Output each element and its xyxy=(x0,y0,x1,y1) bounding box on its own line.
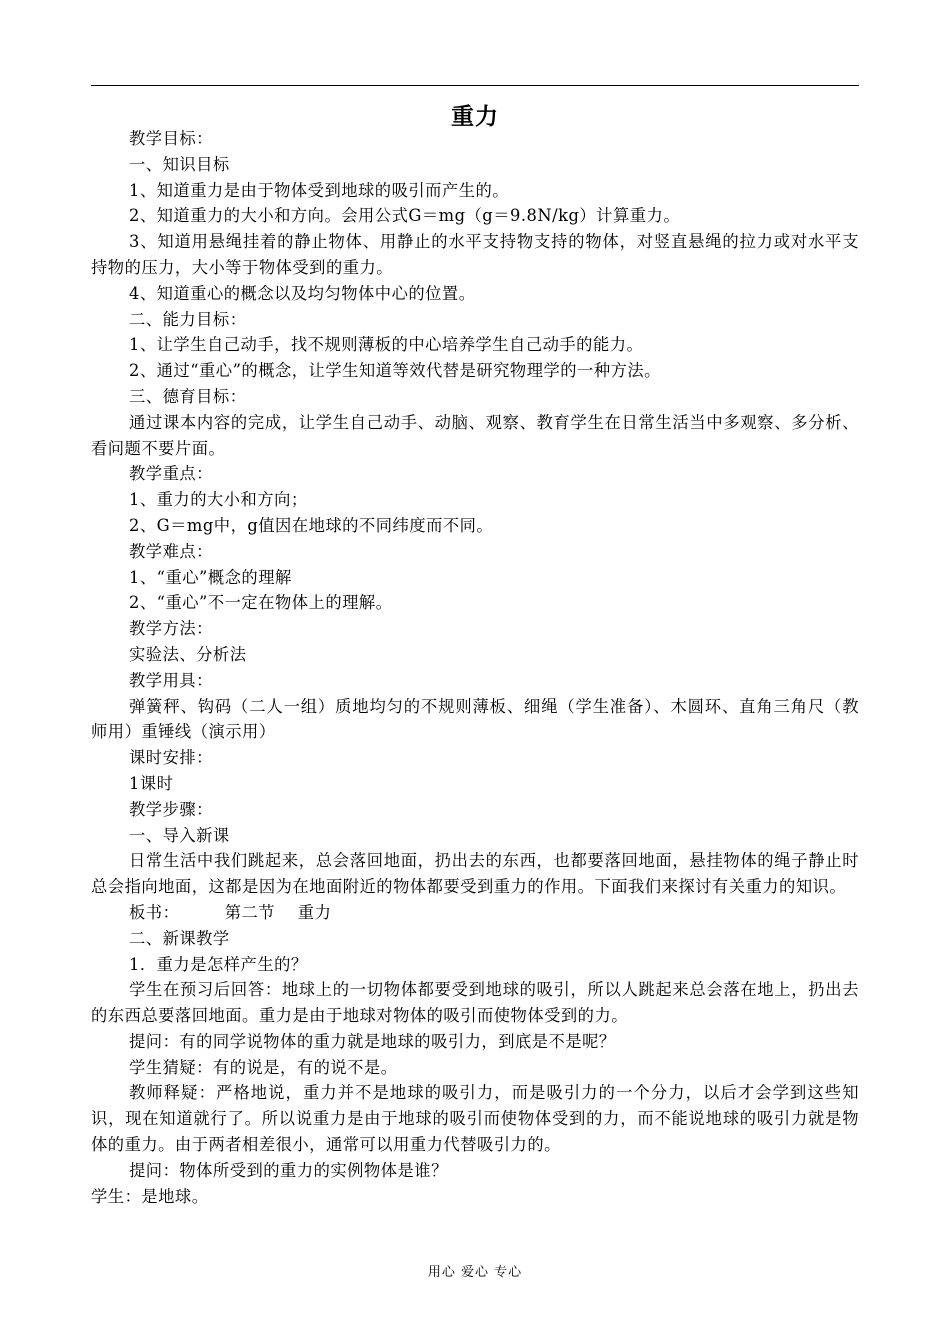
paragraph: 实验法、分析法 xyxy=(129,644,247,664)
paragraph: 教学难点： xyxy=(129,541,213,561)
paragraph: 3、知道用悬绳挂着的静止物体、用静止的水平支持物支持的物体，对竖直悬绳的拉力或对水平支持物的压力，大小等于物体受到的重力。 xyxy=(91,232,859,277)
paragraph: 1．重力是怎样产生的？ xyxy=(129,954,308,974)
page-footer: 用心 爱心 专心 xyxy=(427,1265,523,1280)
paragraph: 1、“重心”概念的理解 xyxy=(129,567,292,587)
paragraph: 2、知道重力的大小和方向。会用公式G＝mg（g＝9.8N/kg）计算重力。 xyxy=(129,206,681,226)
paragraph: 一、导入新课 xyxy=(129,825,230,845)
page-title: 重力 xyxy=(451,104,499,130)
paragraph: 1课时 xyxy=(129,773,174,793)
paragraph: 课时安排： xyxy=(129,748,213,768)
paragraph: 2、通过“重心”的概念，让学生知道等效代替是研究物理学的一种方法。 xyxy=(129,361,661,381)
paragraph: 1、让学生自己动手，找不规则薄板的中心培养学生自己动手的能力。 xyxy=(129,335,644,355)
paragraph: 通过课本内容的完成，让学生自己动手、动脑、观察、教育学生在日常生活当中多观察、多分析、看问题不要片面。 xyxy=(91,412,859,458)
paragraph: 学生猜疑：有的说是，有的说不是。 xyxy=(129,1057,398,1077)
paragraph: 教学目标： xyxy=(129,129,213,148)
paragraph: 1、知道重力是由于物体受到地球的吸引而产生的。 xyxy=(129,180,510,200)
paragraph: 2、“重心”不一定在物体上的理解。 xyxy=(129,593,393,613)
header-rule xyxy=(91,85,859,86)
paragraph: 二、新课教学 xyxy=(129,928,230,948)
paragraph: 三、德育目标： xyxy=(129,386,247,406)
document-body xyxy=(91,126,859,1209)
paragraph: 教学重点： xyxy=(129,464,213,484)
paragraph: 教师释疑：严格地说，重力并不是地球的吸引力，而是吸引力的一个分力，以后才会学到这些知识，现在知道就行了。所以说重力是由于地球的吸引而使物体受到的力，而不能说地球的吸引力就是物体的重力。由于两者相差很小，通常可以用重力代替吸引力的。 xyxy=(91,1083,859,1155)
paragraph: 教学步骤： xyxy=(129,799,213,819)
paragraph: 教学用具： xyxy=(129,670,213,690)
paragraph: 2、G＝mg中，g值因在地球的不同纬度而不同。 xyxy=(129,515,494,535)
paragraph: 4、知道重心的概念以及均匀物体中心的位置。 xyxy=(129,283,476,303)
paragraph: 学生在预习后回答：地球上的一切物体都要受到地球的吸引，所以人跳起来总会落在地上，扔出去的东西总要落回地面。重力是由于地球对物体的吸引而使物体受到的力。 xyxy=(91,980,859,1026)
paragraph: 一、知识目标 xyxy=(129,154,230,174)
paragraph: 弹簧秤、钩码（二人一组）质地均匀的不规则薄板、细绳（学生准备）、木圆环、直角三角尺（教师用）重锤线（演示用） xyxy=(91,696,859,742)
paragraph: 板书： 第二节 重力 xyxy=(129,902,332,922)
paragraph: 日常生活中我们跳起来，总会落回地面，扔出去的东西，也都要落回地面，悬挂物体的绳子静止时总会指向地面，这都是因为在地面附近的物体都要受到重力的作用。下面我们来探讨有关重力的知识。 xyxy=(91,851,859,897)
paragraph: 提问：有的同学说物体的重力就是地球的吸引力，到底是不是呢？ xyxy=(129,1031,616,1051)
paragraph: 教学方法： xyxy=(129,619,213,639)
paragraph: 提问：物体所受到的重力的实例物体是谁？ xyxy=(129,1160,448,1180)
paragraph: 学生：是地球。 xyxy=(91,1186,209,1206)
paragraph: 1、重力的大小和方向； xyxy=(129,490,308,510)
paragraph: 二、能力目标： xyxy=(129,309,247,329)
